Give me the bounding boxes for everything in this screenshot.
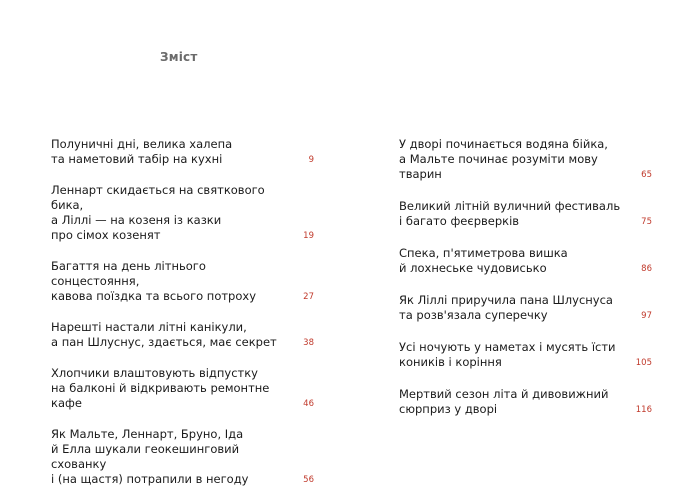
toc-entry-title: Усі ночують у наметах і мусять їсти коників і коріння: [399, 340, 616, 369]
toc-entry-title: Як Ліллі приручила пана Шлуснуса та розв'язала суперечку: [399, 293, 613, 322]
toc-entry: [399, 293, 652, 323]
toc-entry-page-number: 38: [303, 338, 314, 348]
toc-entry-page-number: 65: [641, 170, 652, 180]
toc-entry: [51, 137, 314, 167]
toc-entry: [51, 320, 314, 350]
toc-right-column: [399, 137, 652, 434]
page-title: Зміст: [160, 50, 198, 64]
toc-entry-title: Леннарт скидається на святкового бика, а Ліллі — на козеня із казки про сімох козенят: [51, 183, 265, 242]
toc-entry-title: Спека, п'ятиметрова вишка й лохнеське чудовисько: [399, 246, 568, 275]
toc-entry-page-number: 56: [303, 475, 314, 485]
toc-entry-title: Як Мальте, Леннарт, Бруно, Іда й Елла шукали геокешинговий схованку і (на щастя) потрапили в негоду: [51, 427, 249, 486]
toc-entry-title: Мертвий сезон літа й дивовижний сюрприз у дворі: [399, 387, 609, 416]
toc-entry-page-number: 27: [303, 292, 314, 302]
toc-entry-page-number: 86: [641, 264, 652, 274]
toc-entry-title: Полуничні дні, велика халепа та наметовий табір на кухні: [51, 137, 233, 166]
toc-entry-page-number: 105: [635, 358, 652, 368]
toc-entry-title: У дворі починається водяна бійка, а Мальте починає розуміти мову тварин: [399, 137, 608, 181]
toc-entry-title: Нарешті настали літні канікули, а пан Шлуснус, здається, має секрет: [51, 320, 277, 349]
toc-entry-title: Багаття на день літнього сонцестояння, кавова поїздка та всього потроху: [51, 259, 257, 303]
toc-entry-page-number: 75: [641, 217, 652, 227]
toc-entry-page-number: 19: [303, 231, 314, 241]
toc-entry-page-number: 9: [308, 155, 314, 165]
toc-entry-title: Великий літній вуличний фестиваль і багато феєрверків: [399, 199, 621, 228]
toc-entry: [51, 427, 314, 487]
toc-entry-page-number: 46: [303, 399, 314, 409]
toc-entry: [399, 137, 652, 182]
toc-entry: [399, 340, 652, 370]
toc-entry: [399, 199, 652, 229]
toc-entry: [51, 366, 314, 411]
toc-left-column: [51, 137, 314, 503]
toc-entry: [399, 246, 652, 276]
toc-entry-title: Хлопчики влаштовують відпустку на балконі й відкривають ремонтне кафе: [51, 366, 270, 410]
toc-entry: [399, 387, 652, 417]
toc-entry-page-number: 116: [635, 405, 652, 415]
toc-entry: [51, 259, 314, 304]
toc-entry-page-number: 97: [641, 311, 652, 321]
toc-entry: [51, 183, 314, 243]
